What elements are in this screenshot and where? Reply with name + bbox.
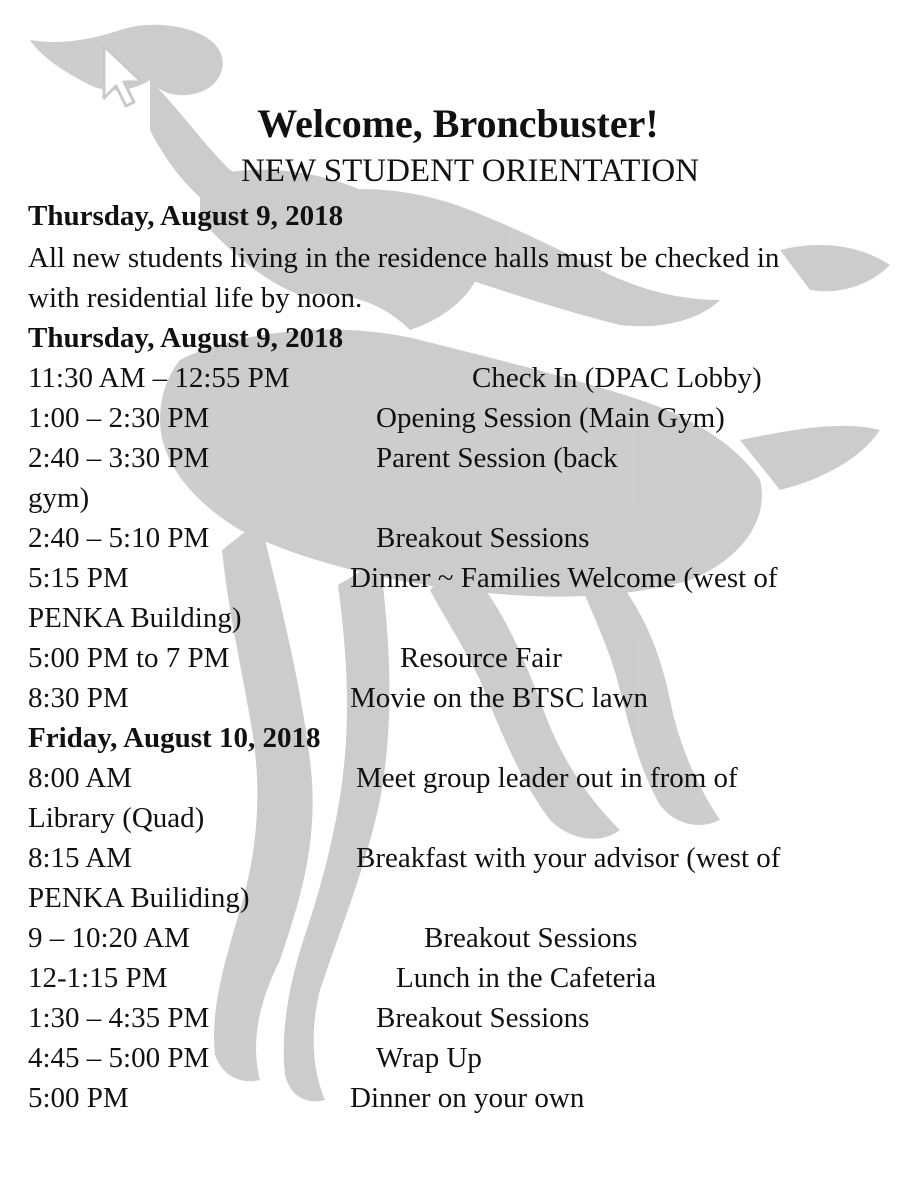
schedule-event: Breakout Sessions [376, 522, 590, 554]
schedule-event-continued: gym) [28, 482, 90, 514]
schedule-event: Resource Fair [400, 642, 562, 674]
schedule-time: 9 – 10:20 AM [28, 922, 190, 954]
schedule-event: Opening Session (Main Gym) [376, 402, 725, 434]
schedule-time: 8:15 AM [28, 842, 132, 874]
schedule-event: Dinner ~ Families Welcome (west of [350, 562, 778, 594]
day-heading-thursday-repeat: Thursday, August 9, 2018 [28, 322, 344, 354]
schedule-event-continued: PENKA Building) [28, 602, 242, 634]
page-subtitle: NEW STUDENT ORIENTATION [240, 153, 700, 189]
schedule-time: 12-1:15 PM [28, 962, 168, 994]
schedule-event-continued: Library (Quad) [28, 802, 205, 834]
schedule-event: Wrap Up [376, 1042, 482, 1074]
schedule-time: 2:40 – 5:10 PM [28, 522, 210, 554]
schedule-event: Breakout Sessions [424, 922, 638, 954]
schedule-event: Dinner on your own [350, 1082, 585, 1114]
schedule-time: 5:15 PM [28, 562, 129, 594]
schedule-event: Meet group leader out in from of [356, 762, 738, 794]
schedule-time: 1:30 – 4:35 PM [28, 1002, 210, 1034]
day-heading-thursday: Thursday, August 9, 2018 [28, 200, 344, 232]
mouse-pointer-icon [100, 42, 160, 112]
schedule-time: 4:45 – 5:00 PM [28, 1042, 210, 1074]
schedule-time: 1:00 – 2:30 PM [28, 402, 210, 434]
schedule-time: 8:30 PM [28, 682, 129, 714]
day-heading-friday: Friday, August 10, 2018 [28, 722, 321, 754]
schedule-event: Check In (DPAC Lobby) [472, 362, 762, 394]
page-title: Welcome, Broncbuster! [257, 101, 659, 146]
schedule-time: 5:00 PM [28, 1082, 129, 1114]
schedule-event: Breakfast with your advisor (west of [356, 842, 781, 874]
schedule-event: Parent Session (back [376, 442, 618, 474]
schedule-event: Breakout Sessions [376, 1002, 590, 1034]
schedule-event: Movie on the BTSC lawn [350, 682, 649, 714]
notice-text-line-2: with residential life by noon. [28, 282, 363, 314]
schedule-time: 5:00 PM to 7 PM [28, 642, 230, 674]
schedule-time: 11:30 AM – 12:55 PM [28, 362, 290, 394]
notice-text-line-1: All new students living in the residence halls must be checked in [28, 242, 780, 274]
schedule-time: 8:00 AM [28, 762, 132, 794]
schedule-event: Lunch in the Cafeteria [396, 962, 657, 994]
schedule-event-continued: PENKA Builiding) [28, 882, 250, 914]
schedule-time: 2:40 – 3:30 PM [28, 442, 210, 474]
